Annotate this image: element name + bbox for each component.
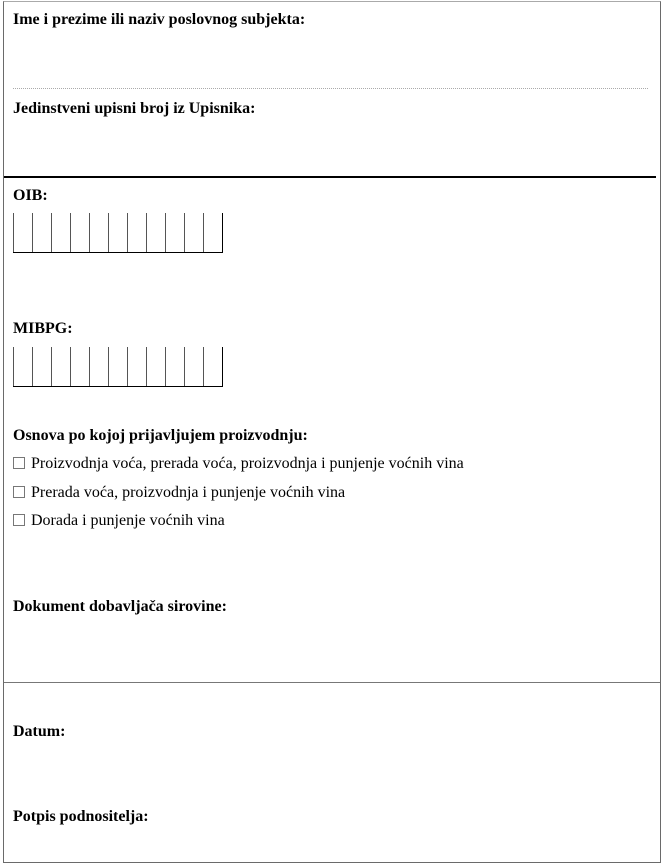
option-label: Dorada i punjenje voćnih vina [31, 512, 225, 529]
digit-cell[interactable] [127, 347, 146, 386]
digit-cell[interactable] [51, 347, 70, 386]
signature-label: Potpis podnositelja: [13, 808, 149, 825]
registry-input-line[interactable] [4, 176, 656, 178]
digit-cell[interactable] [203, 213, 223, 252]
name-input-line[interactable] [13, 88, 648, 89]
digit-cell[interactable] [165, 347, 184, 386]
checkbox[interactable] [13, 457, 25, 469]
digit-cell[interactable] [146, 347, 165, 386]
section-divider [4, 682, 660, 683]
checkbox[interactable] [13, 514, 25, 526]
mibpg-label: MIBPG: [13, 320, 73, 337]
oib-label: OIB: [13, 187, 48, 204]
digit-cell[interactable] [108, 213, 127, 252]
option-label: Proizvodnja voća, prerada voća, proizvodnja i punjenje voćnih vina [31, 455, 464, 472]
digit-cell[interactable] [165, 213, 184, 252]
digit-cell[interactable] [203, 347, 223, 386]
digit-cell[interactable] [184, 213, 203, 252]
digit-cell[interactable] [32, 213, 51, 252]
digit-cell[interactable] [70, 347, 89, 386]
digit-cell[interactable] [13, 213, 32, 252]
option-label: Prerada voća, proizvodnja i punjenje voćnih vina [31, 484, 346, 501]
option-finishing-bottling[interactable] [13, 512, 225, 530]
digit-cell[interactable] [146, 213, 165, 252]
basis-label: Osnova po kojoj prijavljujem proizvodnju: [13, 427, 308, 444]
digit-cell[interactable] [184, 347, 203, 386]
date-label: Datum: [13, 723, 66, 740]
registry-label: Jedinstveni upisni broj iz Upisnika: [13, 100, 256, 117]
checkbox[interactable] [13, 486, 25, 498]
name-label: Ime i prezime ili naziv poslovnog subjekta: [13, 11, 306, 28]
digit-cell[interactable] [51, 213, 70, 252]
digit-cell[interactable] [32, 347, 51, 386]
digit-cell[interactable] [127, 213, 146, 252]
digit-cell[interactable] [89, 213, 108, 252]
digit-cell[interactable] [70, 213, 89, 252]
digit-cell[interactable] [13, 347, 32, 386]
mibpg-digit-boxes[interactable] [13, 347, 223, 387]
oib-digit-boxes[interactable] [13, 213, 223, 253]
digit-cell[interactable] [89, 347, 108, 386]
supplier-doc-label: Dokument dobavljača sirovine: [13, 598, 227, 615]
option-fruit-processing[interactable] [13, 484, 345, 502]
digit-cell[interactable] [108, 347, 127, 386]
option-fruit-production[interactable] [13, 455, 464, 473]
